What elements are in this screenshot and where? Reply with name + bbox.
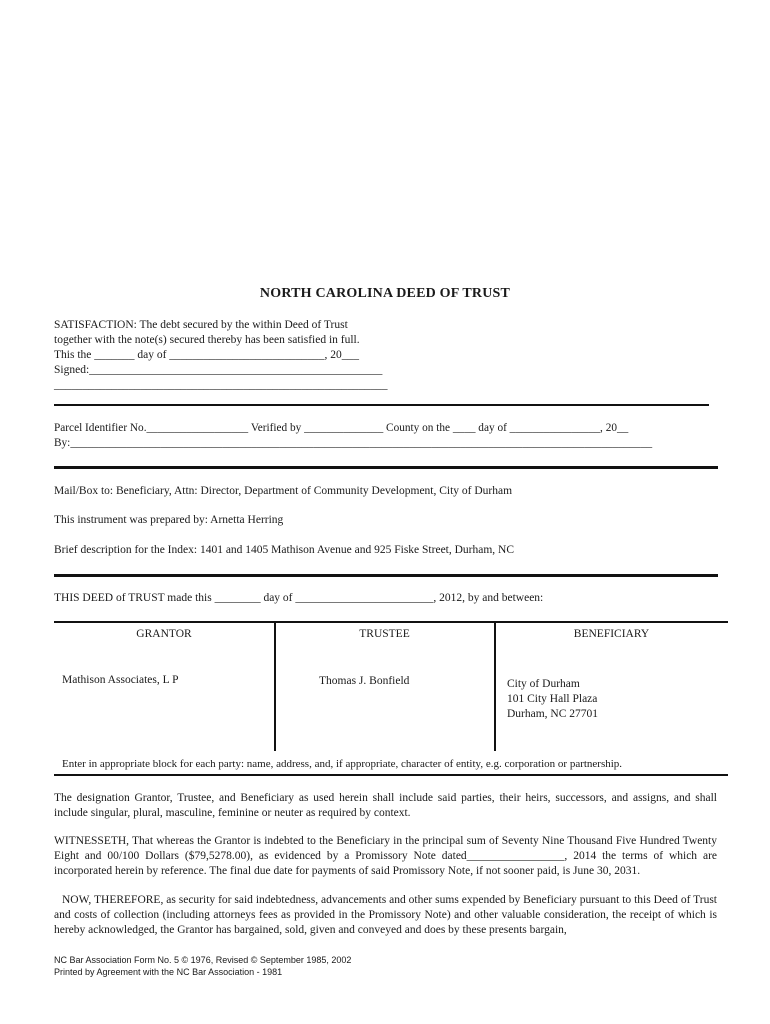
- satisfaction-signed-line: Signed:___________________________________________________: [54, 364, 383, 376]
- parties-table-top-rule: [54, 621, 728, 623]
- trustee-header: TRUSTEE: [359, 628, 410, 640]
- designation-paragraph: The designation Grantor, Trustee, and Beneficiary as used herein shall include said parties, their heirs, successors, and assigns, and shall include singular, plural, masculine, feminine or neuter as required by context.: [54, 792, 717, 819]
- grantor-name: Mathison Associates, L P: [62, 674, 179, 686]
- footer-printed-line: Printed by Agreement with the NC Bar Association - 1981: [54, 967, 283, 977]
- satisfaction-line-1: SATISFACTION: The debt secured by the within Deed of Trust: [54, 319, 348, 331]
- deed-made-line: THIS DEED of TRUST made this ________ day of ________________________, 2012, by and between:: [54, 592, 544, 604]
- divider-rule: [54, 574, 718, 577]
- parties-column-divider: [494, 622, 496, 751]
- grantor-header: GRANTOR: [136, 628, 192, 640]
- parties-instruction: Enter in appropriate block for each party: name, address, and, if appropriate, character of entity, e.g. corporation or partnership.: [62, 758, 623, 770]
- trustee-name: Thomas J. Bonfield: [319, 675, 410, 687]
- satisfaction-line-3: This the _______ day of ___________________________, 20___: [54, 349, 360, 361]
- prepared-by-line: This instrument was prepared by: Arnetta Herring: [54, 514, 284, 526]
- parties-column-divider: [274, 622, 276, 751]
- now-therefore-paragraph: NOW, THEREFORE, as security for said indebtedness, advancements and other sums expended by Beneficiary pursuant to this Deed of Trust and costs of collection (including attorneys fees as provided in the Promissory Note) and other valuable consideration, the receipt of which is hereby acknowledged, the Grantor has bargained, sold, given and conveyed and does by these presents bargain,: [54, 894, 717, 936]
- footer-form-line: NC Bar Association Form No. 5 © 1976, Revised © September 1985, 2002: [54, 955, 352, 965]
- beneficiary-header: BENEFICIARY: [573, 628, 650, 640]
- divider-rule: [54, 404, 709, 406]
- witnesseth-paragraph: WITNESSETH, That whereas the Grantor is indebted to the Beneficiary in the principal sum of Seventy Nine Thousand Five Hundred Twenty Eight and 00/100 Dollars ($79,5278.00), as evidenced by a Promissory Note dated_________________, 2014 the terms of which are incorporated herein by reference. The final due date for payments of said Promissory Note, if not sooner paid, is June 30, 2031.: [54, 835, 717, 877]
- document-title: NORTH CAROLINA DEED OF TRUST: [259, 286, 511, 301]
- satisfaction-blank-line: __________________________________________________________: [54, 379, 388, 391]
- beneficiary-address: 101 City Hall Plaza: [507, 693, 598, 705]
- brief-description-line: Brief description for the Index: 1401 and 1405 Mathison Avenue and 925 Fiske Street, Durham, NC: [54, 544, 515, 556]
- satisfaction-line-2: together with the note(s) secured thereby has been satisfied in full.: [54, 334, 360, 346]
- beneficiary-city: Durham, NC 27701: [507, 708, 599, 720]
- parties-table-bottom-rule: [54, 774, 728, 776]
- parcel-by-line: By:_______________________________________________________________________________________________________: [54, 437, 653, 449]
- mail-box-line: Mail/Box to: Beneficiary, Attn: Director, Department of Community Development, City of Durham: [54, 485, 513, 497]
- divider-rule: [54, 466, 718, 469]
- beneficiary-name: City of Durham: [507, 678, 580, 690]
- parcel-identifier-line: Parcel Identifier No.__________________ Verified by ______________ County on the ____ day of ________________, 20__: [54, 422, 629, 434]
